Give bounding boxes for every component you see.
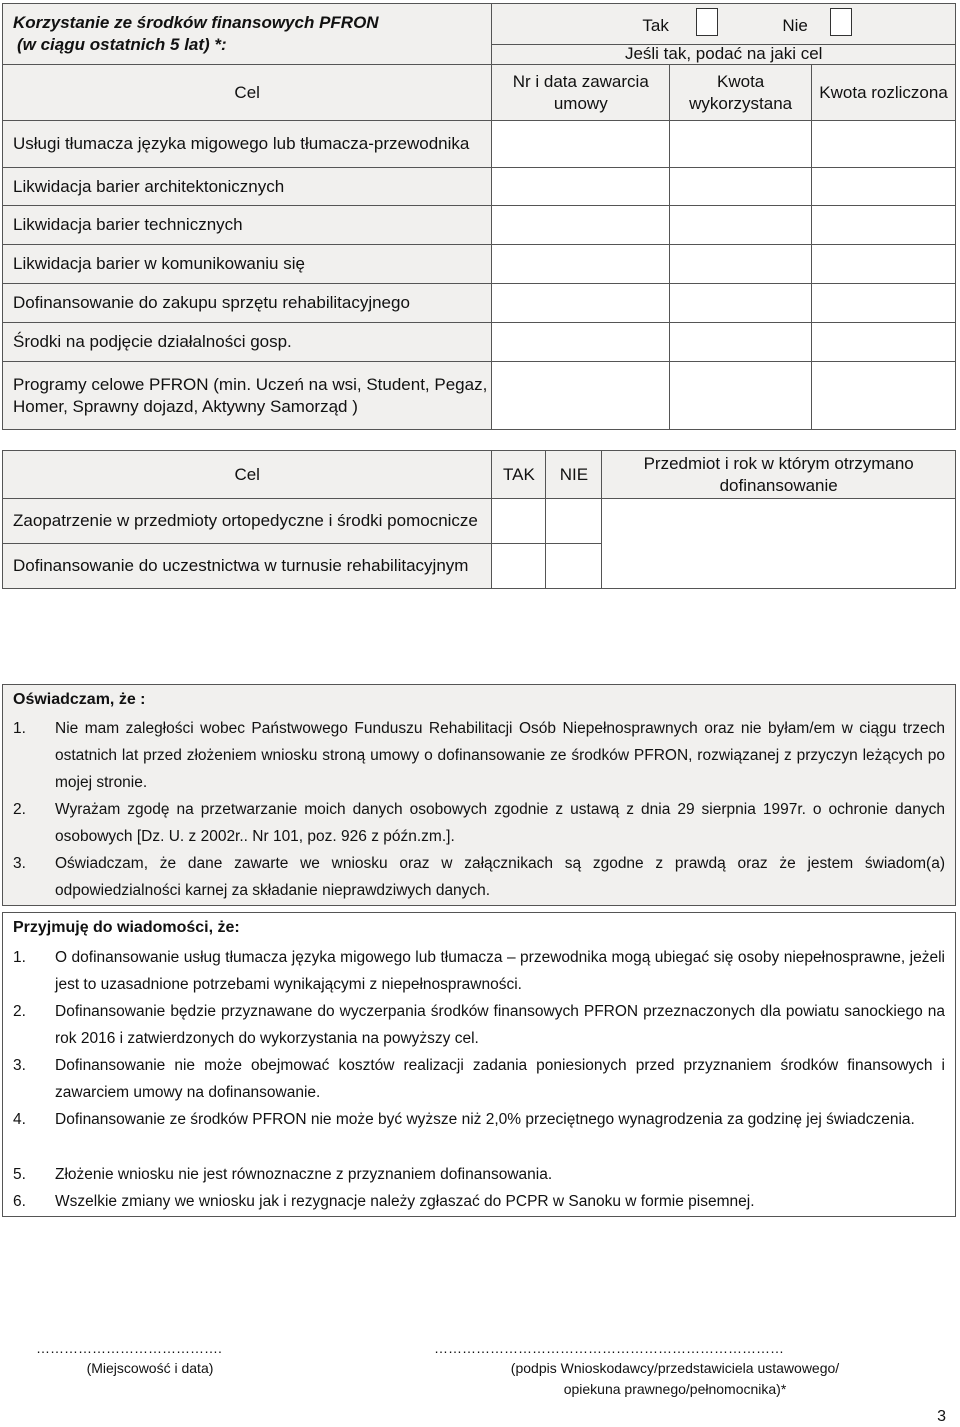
tak-checkbox[interactable] xyxy=(696,8,718,36)
kwota-wyk-cell[interactable] xyxy=(670,362,812,430)
kwota-roz-cell[interactable] xyxy=(812,206,956,245)
tak-label: Tak xyxy=(642,16,669,35)
col-kwota-roz-header: Kwota rozliczona xyxy=(812,65,956,121)
nr-cell[interactable] xyxy=(492,362,670,430)
row-label: Zaopatrzenie w przedmioty ortopedyczne i środki pomocnicze xyxy=(3,499,492,544)
kwota-wyk-cell[interactable] xyxy=(670,284,812,323)
przedmiot-cell[interactable] xyxy=(602,499,956,589)
kwota-wyk-cell[interactable] xyxy=(670,245,812,284)
aids-table xyxy=(2,450,956,589)
przedmiot-header: Przedmiot i rok w którym otrzymano dofinansowanie xyxy=(602,451,956,499)
col-nr-header: Nr i data zawarcia umowy xyxy=(492,65,670,121)
signature-caption-line2: opiekuna prawnego/pełnomocnika)* xyxy=(563,1381,787,1397)
kwota-wyk-cell[interactable] xyxy=(670,206,812,245)
kwota-wyk-cell[interactable] xyxy=(670,168,812,206)
declaration-section xyxy=(2,684,956,906)
nr-cell[interactable] xyxy=(492,121,670,168)
tak-nie-header xyxy=(492,4,956,45)
acknowledgement-item: 4. Dofinansowanie ze środków PFRON nie może być wyższe niż 2,0% przeciętnego wynagrodzenia za godzinę jej świadczenia. xyxy=(13,1111,915,1128)
acknowledgement-section xyxy=(2,912,956,1217)
nie-header: NIE xyxy=(546,451,602,499)
row-label: Programy celowe PFRON (min. Uczeń na wsi, Student, Pegaz, Homer, Sprawny dojazd, Aktywny Samorząd ) xyxy=(3,362,492,430)
row-label: Likwidacja barier technicznych xyxy=(3,206,492,245)
kwota-roz-cell[interactable] xyxy=(812,245,956,284)
pfron-funds-table xyxy=(2,3,956,430)
row-label: Likwidacja barier w komunikowaniu się xyxy=(3,245,492,284)
kwota-roz-cell[interactable] xyxy=(812,284,956,323)
row-label: Likwidacja barier architektonicznych xyxy=(3,168,492,206)
declaration-item: 2. Wyrażam zgodę na przetwarzanie moich danych osobowych zgodnie z ustawą z dnia 29 sierpnia 1997r. o ochronie danych osobowych [Dz. U. z 2002r.. Nr 101, poz. 926 z późn.zm.]. xyxy=(13,801,945,845)
nr-cell[interactable] xyxy=(492,284,670,323)
declaration-item: 1. Nie mam zaległości wobec Państwowego Funduszu Rehabilitacji Osób Niepełnosprawnych oraz nie byłam/em w ciągu trzech ostatnich lat przed złożeniem wniosku stroną umowy o dofinansowanie ze środków PFRON, rozwiązanej z przyczyn leżących po mojej stronie. xyxy=(13,720,945,791)
nie-cell[interactable] xyxy=(546,499,602,544)
kwota-roz-cell[interactable] xyxy=(812,168,956,206)
tak-cell[interactable] xyxy=(492,544,546,589)
tak-cell[interactable] xyxy=(492,499,546,544)
acknowledgement-item: 5. Złożenie wniosku nie jest równoznaczne z przyznaniem dofinansowania. xyxy=(13,1166,553,1183)
acknowledgement-item: 6. Wszelkie zmiany we wniosku jak i rezygnacje należy zgłaszać do PCPR w Sanoku w formie pisemnej. xyxy=(13,1193,755,1210)
acknowledgement-title: Przyjmuję do wiadomości, że: xyxy=(13,919,240,936)
nr-cell[interactable] xyxy=(492,323,670,362)
acknowledgement-item: 3. Dofinansowanie nie może obejmować kosztów realizacji zadania poniesionych przed przyznaniem środków finansowych i zawarciem umowy na dofinansowanie. xyxy=(13,1057,945,1101)
acknowledgement-item: 1. O dofinansowanie usług tłumacza języka migowego lub tłumacza – przewodnika mogą ubiegać się osoby niepełnosprawne, jeżeli jest to uzasadnione potrzebami wynikającymi z niepełnosprawności. xyxy=(13,949,945,993)
pfron-heading: Korzystanie ze środków finansowych PFRON (w ciągu ostatnich 5 lat) *: xyxy=(3,4,492,65)
kwota-roz-cell[interactable] xyxy=(812,362,956,430)
date-caption: (Miejscowość i data) xyxy=(86,1360,214,1376)
kwota-wyk-cell[interactable] xyxy=(670,121,812,168)
cel-header: Cel xyxy=(3,65,492,121)
if-yes-label: Jeśli tak, podać na jaki cel xyxy=(492,45,956,65)
nie-cell[interactable] xyxy=(546,544,602,589)
signature-caption-line1: (podpis Wnioskodawcy/przedstawiciela ustawowego/ xyxy=(510,1360,840,1376)
col-kwota-wyk-header: Kwota wykorzystana xyxy=(670,65,812,121)
nie-label: Nie xyxy=(782,16,808,35)
nr-cell[interactable] xyxy=(492,245,670,284)
date-line[interactable]: …………………………………. xyxy=(36,1340,222,1356)
kwota-roz-cell[interactable] xyxy=(812,121,956,168)
nr-cell[interactable] xyxy=(492,168,670,206)
declaration-title: Oświadczam, że : xyxy=(13,691,146,708)
row-label: Usługi tłumacza języka migowego lub tłumacza-przewodnika xyxy=(3,121,492,168)
row-label: Środki na podjęcie działalności gosp. xyxy=(3,323,492,362)
nie-checkbox[interactable] xyxy=(830,8,852,36)
nr-cell[interactable] xyxy=(492,206,670,245)
declaration-item: 3. Oświadczam, że dane zawarte we wniosku oraz w załącznikach są zgodne z prawdą oraz że jestem świadom(a) odpowiedzialności karnej za składanie nieprawdziwych danych. xyxy=(13,855,945,899)
page-number: 3 xyxy=(937,1408,946,1425)
kwota-roz-cell[interactable] xyxy=(812,323,956,362)
signature-line[interactable]: ………………………………………………………………… xyxy=(434,1340,784,1356)
cel-header: Cel xyxy=(3,451,492,499)
kwota-wyk-cell[interactable] xyxy=(670,323,812,362)
row-label: Dofinansowanie do uczestnictwa w turnusie rehabilitacyjnym xyxy=(3,544,492,589)
row-label: Dofinansowanie do zakupu sprzętu rehabilitacyjnego xyxy=(3,284,492,323)
tak-header: TAK xyxy=(492,451,546,499)
acknowledgement-item: 2. Dofinansowanie będzie przyznawane do wyczerpania środków finansowych PFRON przeznaczonych dla powiatu sanockiego na rok 2016 i zatwierdzonych do wykorzystania na powyższy cel. xyxy=(13,1003,945,1047)
